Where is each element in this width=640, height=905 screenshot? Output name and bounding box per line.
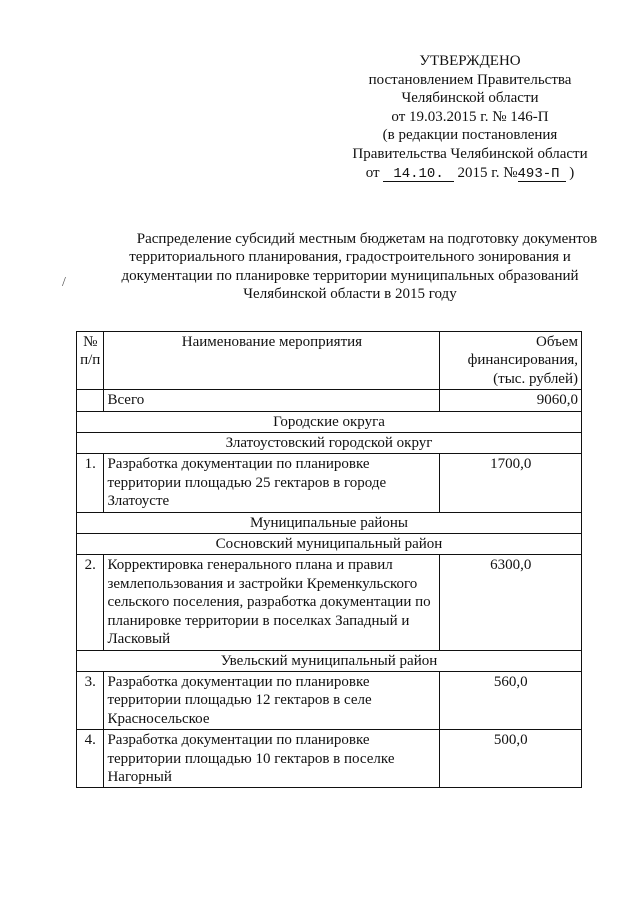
row-funding: 1700,0: [440, 454, 582, 512]
approval-stamp: [330, 52, 610, 182]
title-line-3: документации по планировке территории муниципальных образований: [121, 267, 579, 284]
approval-line-amendment: [330, 164, 610, 183]
approval-line-decree: постановлением Правительства: [368, 71, 572, 88]
total-row: [77, 390, 582, 411]
row-activity: Разработка документации по планировке территории площадью 12 гектаров в селе Красносельское: [104, 671, 440, 729]
document-title: [95, 230, 605, 304]
district-sosnovsky: Сосновский муниципальный район: [77, 534, 582, 555]
subsidy-table: [76, 331, 582, 788]
row-activity: Разработка документации по планировке территории площадью 25 гектаров в городе Златоусте: [104, 454, 440, 512]
row-activity: Разработка документации по планировке территории площадью 10 гектаров в поселке Нагорный: [104, 730, 440, 788]
approval-line-original-date: от 19.03.2015 г. № 146-П: [391, 108, 549, 125]
section-municipal-districts: Муниципальные районы: [77, 512, 582, 533]
row-number: 1.: [77, 454, 104, 512]
header-funding: Объем финансирования, (тыс. рублей): [440, 332, 582, 390]
row-number: 3.: [77, 671, 104, 729]
table-row: [77, 454, 582, 512]
row-funding: 6300,0: [440, 555, 582, 650]
section-row: [77, 512, 582, 533]
approval-line-region: Челябинской области: [401, 90, 539, 107]
district-uvelsky: Увельский муниципальный район: [77, 650, 582, 671]
row-funding: 560,0: [440, 671, 582, 729]
district-row: [77, 650, 582, 671]
total-number: [77, 390, 104, 411]
section-row: [77, 411, 582, 432]
district-row: [77, 534, 582, 555]
approval-heading: УТВЕРЖДЕНО: [419, 53, 521, 69]
header-number: № п/п: [77, 332, 104, 390]
amendment-year: 2015 г. №: [457, 164, 518, 181]
row-number: 4.: [77, 730, 104, 788]
title-line-4: Челябинской области в 2015 году: [243, 286, 457, 303]
row-funding: 500,0: [440, 730, 582, 788]
amendment-date: 14.10.: [383, 167, 453, 182]
total-label: Всего: [104, 390, 440, 411]
table-header-row: [77, 332, 582, 390]
title-line-1: Распределение субсидий местным бюджетам на подготовку документов: [136, 231, 598, 247]
margin-mark: /: [62, 275, 66, 290]
table-row: [77, 730, 582, 788]
header-name: Наименование мероприятия: [104, 332, 440, 390]
row-activity: Корректировка генерального плана и правил землепользования и застройки Кременкульского сельского поселения, разработка документации по планировке территории в поселках Западный и Ласковый: [104, 555, 440, 650]
amendment-closing: ): [569, 164, 575, 181]
amendment-number: 493-П: [518, 167, 566, 182]
amendment-prefix: от: [365, 164, 380, 181]
table-row: [77, 555, 582, 650]
district-row: [77, 433, 582, 454]
row-number: 2.: [77, 555, 104, 650]
title-line-2: территориального планирования, градостроительного зонирования и: [129, 249, 571, 266]
approval-line-edition: (в редакции постановления: [382, 127, 558, 144]
total-value: 9060,0: [440, 390, 582, 411]
section-urban-districts: Городские округа: [77, 411, 582, 432]
table-row: [77, 671, 582, 729]
approval-line-government: Правительства Челябинской области: [352, 145, 588, 162]
district-zlatoust: Златоустовский городской округ: [77, 433, 582, 454]
